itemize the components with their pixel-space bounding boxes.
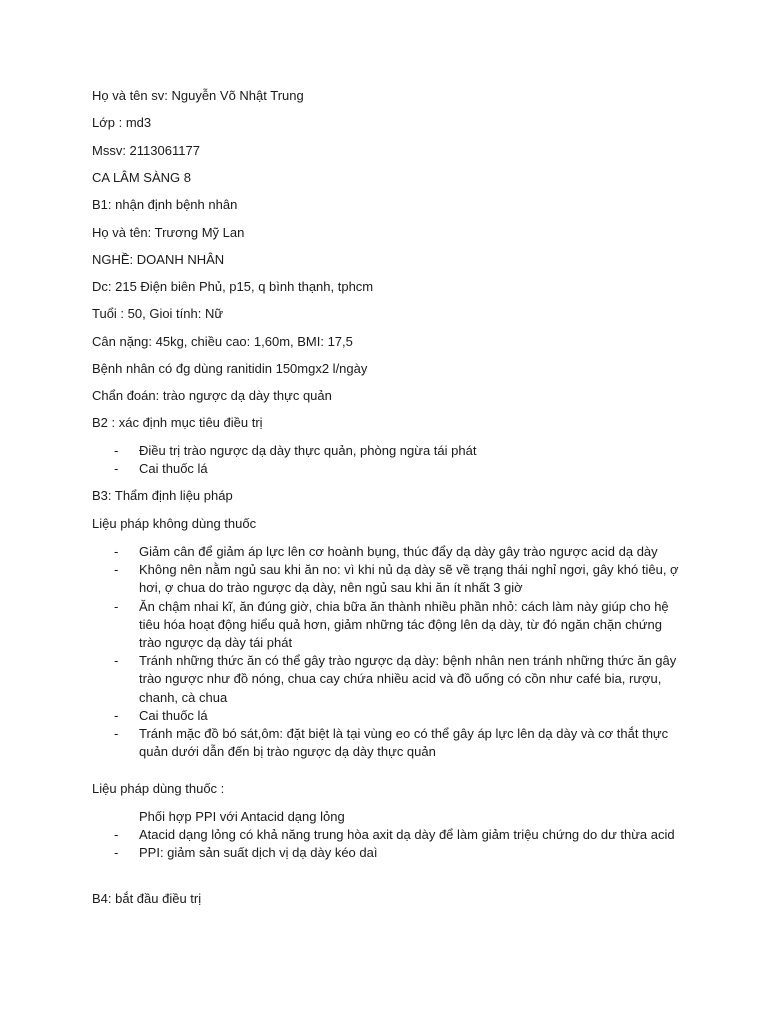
step2-heading: B2 : xác định mục tiêu điều trị <box>92 415 263 430</box>
list-item: - Cai thuốc lá <box>0 707 679 725</box>
patient-name-line: Họ và tên: Trương Mỹ Lan <box>92 225 245 240</box>
drug-therapy-intro: Phối hợp PPI với Antacid dạng lỏng <box>139 809 345 824</box>
bullet-dash: - <box>114 726 119 742</box>
bullet-dash: - <box>114 827 119 842</box>
bullet-dash: - <box>114 598 119 614</box>
drug-therapy-list <box>0 826 679 862</box>
non-drug-heading: Liệu pháp không dùng thuốc <box>92 516 257 531</box>
bullet-dash: - <box>114 562 119 578</box>
diagnosis-line: Chẩn đoán: trào ngược dạ dày thực quản <box>92 388 332 403</box>
list-item: - Tránh mặc đồ bó sát,ôm: đặt biệt là tại vùng eo có thể gây áp lực lên dạ dày và cơ thắt thực quản dưới dẫn đến bị trào ngược dạ dày thực quản <box>114 726 669 760</box>
vitals-line: Cân nặng: 45kg, chiều cao: 1,60m, BMI: 17,5 <box>92 334 353 349</box>
list-item: - Atacid dạng lỏng có khả năng trung hòa axit dạ dày để làm giảm triệu chứng do dư thừa acid <box>0 826 679 844</box>
bullet-dash: - <box>114 443 119 458</box>
bullet-dash: - <box>114 653 119 669</box>
student-id-line: Mssv: 2113061177 <box>92 143 200 158</box>
non-drug-therapy-list <box>0 543 679 761</box>
bullet-dash: - <box>114 845 119 861</box>
list-item: - Giảm cân để giảm áp lực lên cơ hoành bụng, thúc đẩy dạ dày gây trào ngược acid dạ dày <box>0 543 679 561</box>
case-title: CA LÂM SÀNG 8 <box>92 170 191 185</box>
list-item: - Tránh những thức ăn có thể gây trào ngược dạ dày: bệnh nhân nen tránh những thức ăn gây trào ngược như đồ nóng, chua cay chứa nhiều acid và đồ uống có cồn như café bia, rượu, chanh, cà chua <box>114 653 677 705</box>
list-item: - PPI: giảm sản suất dịch vị dạ dày kéo daì <box>0 844 679 862</box>
class-line: Lớp : md3 <box>92 115 152 130</box>
step1-heading: B1: nhận định bệnh nhân <box>92 197 238 212</box>
age-sex-line: Tuổi : 50, Gioi tính: Nữ <box>92 306 224 321</box>
current-medication-line: Bệnh nhân có đg dùng ranitidin 150mgx2 l/ngày <box>92 361 368 376</box>
list-item: - Cai thuốc lá <box>0 460 679 478</box>
student-name-line: Họ và tên sv: Nguyễn Võ Nhật Trung <box>92 88 304 103</box>
occupation-line: NGHỀ: DOANH NHÂN <box>92 252 225 267</box>
bullet-dash: - <box>114 544 119 559</box>
bullet-dash: - <box>114 707 119 723</box>
step3-heading: B3: Thẩm định liệu pháp <box>92 488 233 503</box>
list-item: - Không nên nằm ngủ sau khi ăn no: vì khi nủ dạ dày sẽ về trạng thái nghỉ ngơi, gây khó tiêu, ợ hơi, ợ chua do trào ngược dạ dày, nên ngủ sau khi ăn ít nhất 3 giờ <box>114 562 679 596</box>
treatment-goals-list <box>0 442 679 478</box>
address-line: Dc: 215 Điện biên Phủ, p15, q bình thạnh, tphcm <box>92 279 374 294</box>
list-item: - Điều trị trào ngược dạ dày thực quản, phòng ngừa tái phát <box>0 442 679 460</box>
bullet-dash: - <box>114 461 119 477</box>
drug-therapy-heading: Liệu pháp dùng thuốc : <box>92 781 225 796</box>
list-item: - Ăn chậm nhai kĩ, ăn đúng giờ, chia bữa ăn thành nhiều phần nhỏ: cách làm này giúp cho hệ tiêu hóa hoạt động hiểu quả hơn, giảm những tác động lên dạ dày, từ đó ngăn chặn chứng trào ngược dạ dày tái phát <box>114 598 669 651</box>
step4-heading: B4: bắt đầu điều trị <box>92 891 202 906</box>
